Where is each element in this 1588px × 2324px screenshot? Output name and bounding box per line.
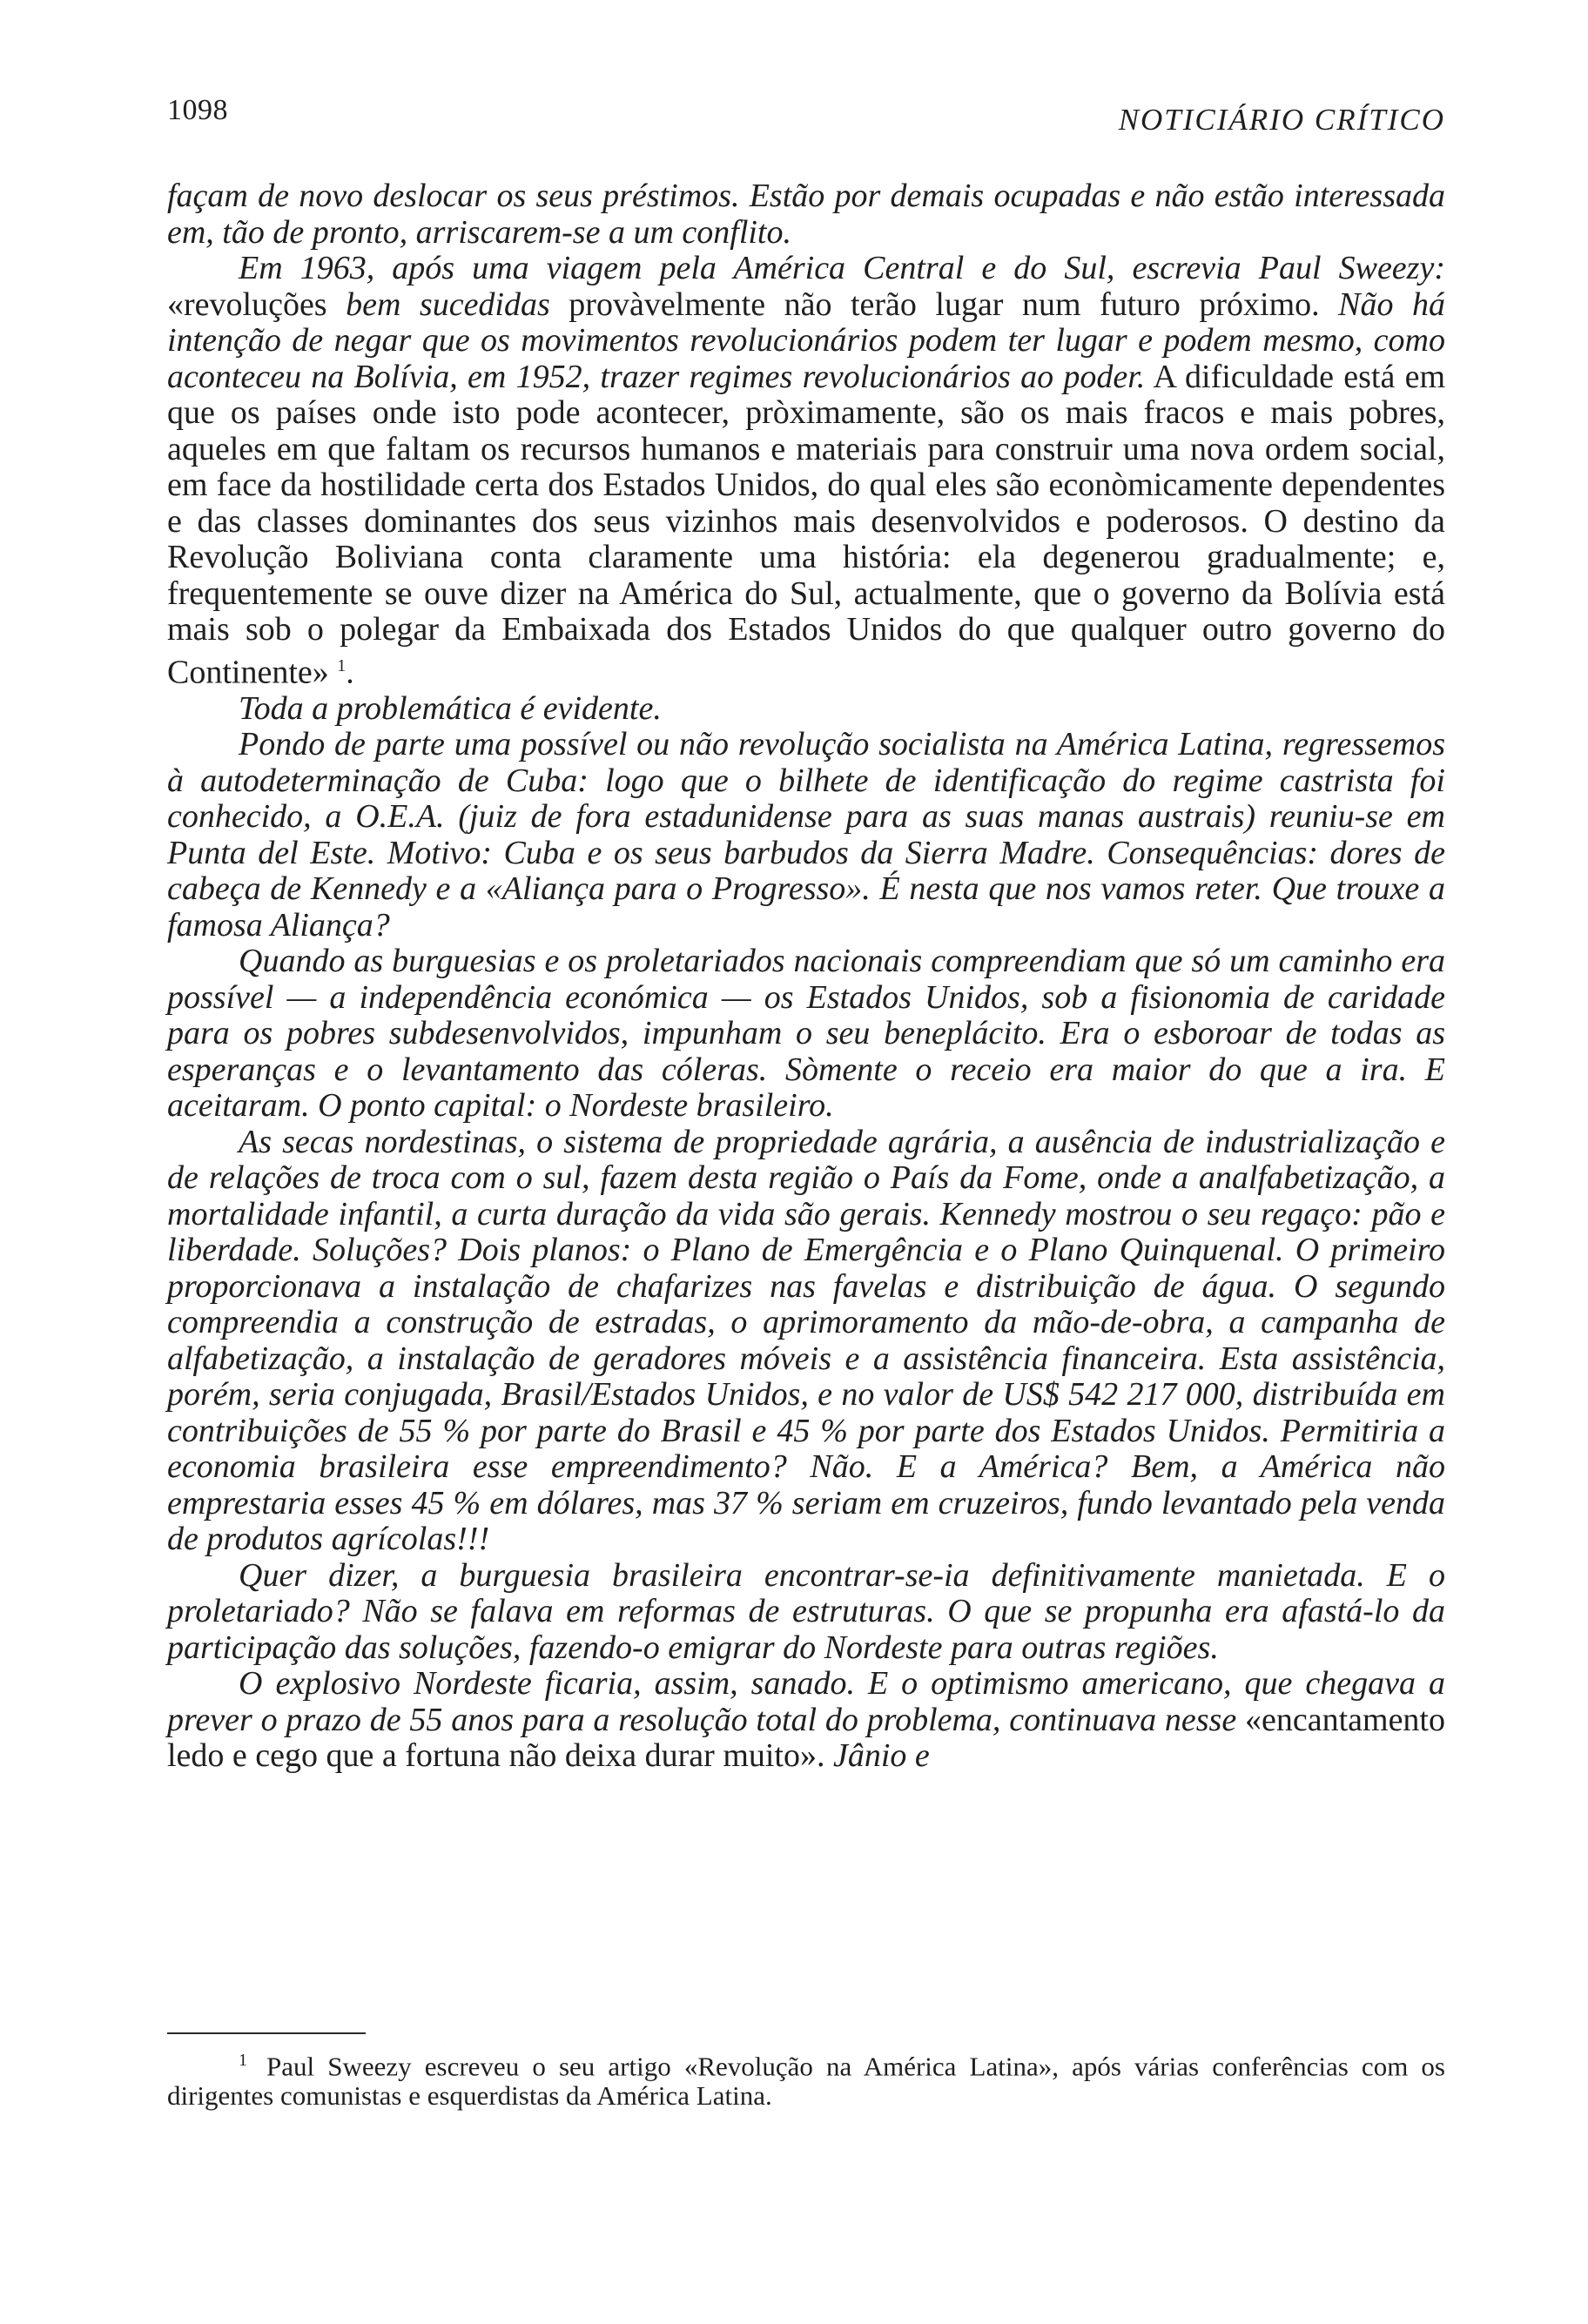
paragraph-8-text: O explosivo Nordeste ficaria, assim, sanado. E o optimismo americano, que chegava a prever o prazo de 55 anos para a resolução total do problema, continuava nesse xyxy=(167,1665,1445,1738)
footnote-1-mark: 1 xyxy=(239,2051,247,2070)
paragraph-2-quote-open: «revoluções xyxy=(167,285,347,323)
paragraph-2 xyxy=(167,251,1445,691)
paragraph-2-quote-mid: provàvelmente não terão lugar num futuro próximo. xyxy=(549,285,1339,323)
paragraph-7-text: Quer dizer, a burguesia brasileira encontrar-se-ia definitivamente manietada. E o proletariado? Não se falava em reformas de estruturas. O que se propunha era afastá-lo da participação das soluções, fazendo-o emigrar do Nordeste para outras regiões. xyxy=(167,1556,1445,1666)
paragraph-2-quote-rest: A dificuldade está em que os países onde isto pode acontecer, pròximamente, são os mais fracos e mais pobres, aqueles em que faltam os recursos humanos e materiais para construir uma nova ordem social, em face da hostilidade certa dos Estados Unidos, do qual eles são econòmicamente dependentes e das classes dominantes dos seus vizinhos mais desenvolvidos e poderosos. O destino da Revolução Boliviana conta claramente uma história: ela degenerou gradualmente; e, frequentemente se ouve dizer na América do Sul, actualmente, que o governo da Bolívia está mais sob o polegar da Embaixada dos Estados Unidos do que qualquer outro governo do Continente» xyxy=(167,358,1445,691)
paragraph-3-text: Toda a problemática é evidente. xyxy=(239,689,662,727)
paragraph-4 xyxy=(167,727,1445,944)
paragraph-8 xyxy=(167,1666,1445,1775)
paragraph-1 xyxy=(167,178,1445,251)
footnote-divider xyxy=(167,2032,366,2034)
paragraph-2-emphasis: bem sucedidas xyxy=(346,285,550,323)
paragraph-8-end: Jânio e xyxy=(833,1737,930,1775)
paragraph-2-intro: Em 1963, após uma viagem pela América Central e do Sul, escrevia Paul Sweezy: xyxy=(239,250,1445,286)
body-text xyxy=(167,178,1445,1775)
footnote-reference: 1 xyxy=(337,655,347,675)
paragraph-2-end: . xyxy=(346,654,354,691)
paragraph-5-text: Quando as burguesias e os proletariados nacionais compreendiam que só um caminho era possível — a independência económica — os Estados Unidos, sob a fisionomia de caridade para os pobres subdesenvolvidos, impunham o seu beneplácito. Era o esboroar de todas as esperanças e o levantamento das cóleras. Sòmente o receio era maior do que a ira. E aceitaram. O ponto capital: o Nordeste brasileiro. xyxy=(167,943,1445,1125)
footnotes xyxy=(167,2045,1445,2111)
paragraph-6 xyxy=(167,1125,1445,1558)
paragraph-7 xyxy=(167,1558,1445,1667)
footnote-1 xyxy=(167,2045,1445,2111)
paragraph-4-text: Pondo de parte uma possível ou não revolução socialista na América Latina, regressemos à autodeterminação de Cuba: logo que o bilhete de identificação do regime castrista foi conhecido, a O.E.A. (juiz de fora estadunidense para as suas manas austrais) reuniu-se em Punta del Este. Motivo: Cuba e os seus barbudos da Sierra Madre. Consequências: dores de cabeça de Kennedy e a «Aliança para o Progresso». É nesta que nos vamos reter. Que trouxe a famosa Aliança? xyxy=(167,726,1445,944)
paragraph-6-text: As secas nordestinas, o sistema de propriedade agrária, a ausência de industrialização e de relações de troca com o sul, fazem desta região o País da Fome, onde a analfabetização, a mortalidade infantil, a curta duração da vida são gerais. Kennedy mostrou o seu regaço: pão e liberdade. Soluções? Dois planos: o Plano de Emergência e o Plano Quinquenal. O primeiro proporcionava a instalação de chafarizes nas favelas e distribuição de água. O segundo compreendia a construção de estradas, o aprimoramento da mão-de-obra, a campanha de alfabetização, a instalação de geradores móveis e a assistência financeira. Esta assistência, porém, seria conjugada, Brasil/Estados Unidos, e no valor de US$ 542 217 000, distribuída em contribuições de 55 % por parte do Brasil e 45 % por parte dos Estados Unidos. Permitiria a economia brasileira esse empreendimento? Não. E a América? Bem, a América não emprestaria esses 45 % em dólares, mas 37 % seriam em cruzeiros, fundo levantado pela venda de produtos agrícolas!!! xyxy=(167,1123,1445,1558)
paragraph-5 xyxy=(167,944,1445,1125)
running-head: NOTICIÁRIO CRÍTICO xyxy=(1118,103,1445,137)
footnote-1-text: Paul Sweezy escreveu o seu artigo «Revolução na América Latina», após várias conferências com os dirigentes comunistas e esquerdistas da América Latina. xyxy=(167,2051,1445,2112)
page-header xyxy=(167,94,1445,146)
paragraph-8-quote: «encantamento ledo e cego que a fortuna não deixa durar muito». xyxy=(167,1701,1445,1775)
paragraph-3 xyxy=(167,691,1445,728)
paragraph-1-text: façam de novo deslocar os seus préstimos. Estão por demais ocupadas e não estão interessada em, tão de pronto, arriscarem-se a um conflito. xyxy=(167,178,1445,251)
page-number: 1098 xyxy=(167,94,228,126)
paragraph-2-italic-passage: Não há intenção de negar que os movimentos revolucionários podem ter lugar e podem mesmo, como aconteceu na Bolívia, em 1952, trazer regimes revolucionários ao poder. xyxy=(167,285,1445,395)
